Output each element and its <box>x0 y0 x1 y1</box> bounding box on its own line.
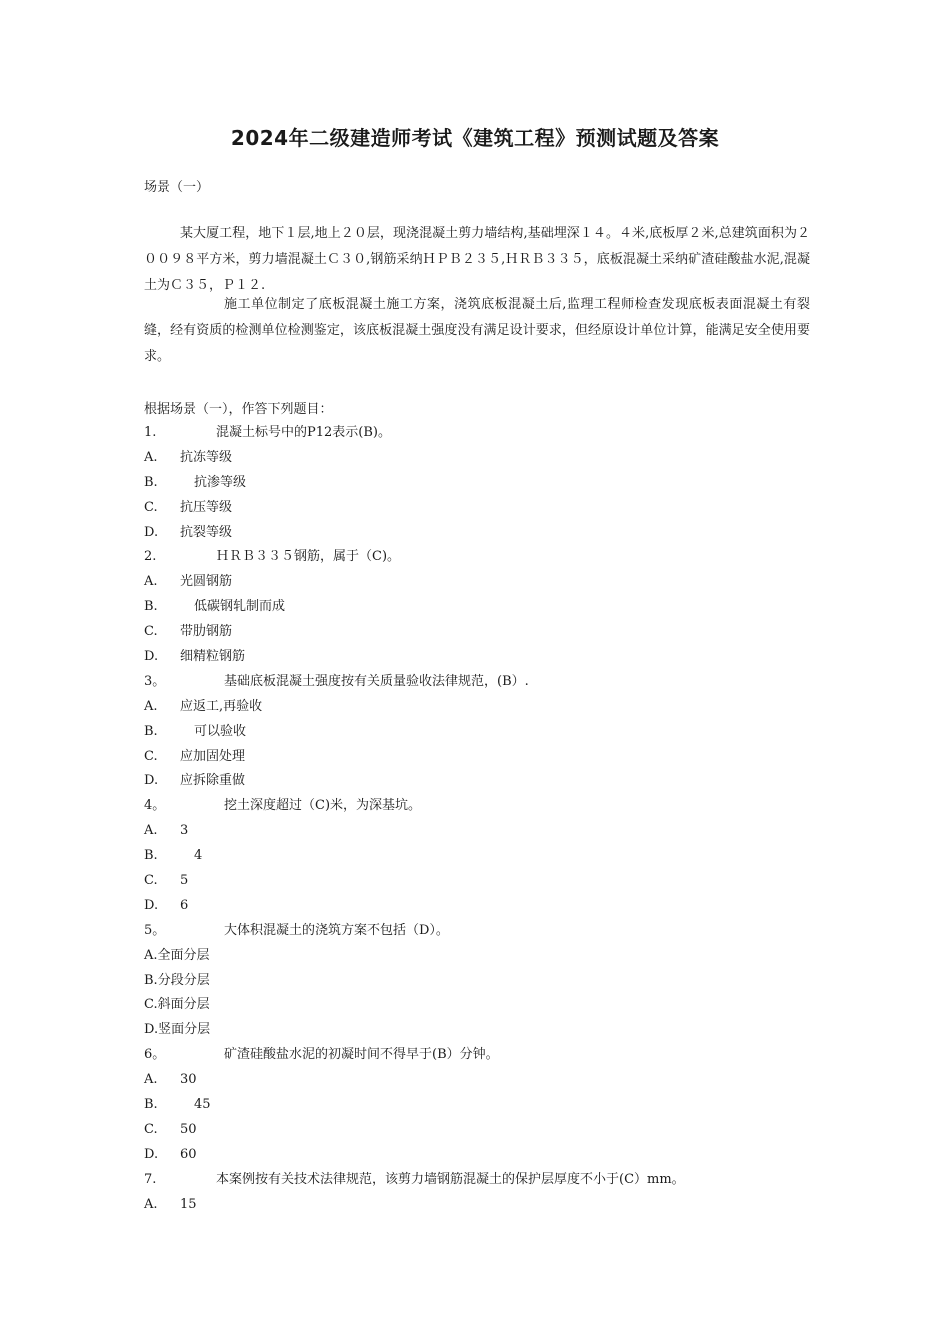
option-a <box>144 944 824 969</box>
question-number: 6。 <box>144 1047 166 1063</box>
question-6 <box>144 1043 824 1068</box>
question-text: 混凝土标号中的P12表示(B)。 <box>216 425 391 440</box>
option-b <box>144 1093 824 1118</box>
option-text: 带肋钢筋 <box>180 624 233 640</box>
question-text: 矿渣硅酸盐水泥的初凝时间不得早于(B）分钟。 <box>224 1047 499 1063</box>
option-text: 抗渗等级 <box>194 474 247 490</box>
question-text: ＨＲＢ３３５钢筋，属于（C)。 <box>216 549 401 565</box>
option-a <box>144 819 824 844</box>
option-letter: A. <box>144 1072 158 1088</box>
question-number: 7. <box>144 1171 157 1187</box>
option-letter: A. <box>144 449 158 465</box>
option-letter: A. <box>144 1196 158 1212</box>
scene-label: 场景（一） <box>144 180 210 195</box>
option-text: 可以验收 <box>194 723 247 739</box>
option-letter: C. <box>144 748 158 764</box>
option-text: 4 <box>194 848 203 864</box>
option-text: 竖面分层 <box>158 1022 211 1038</box>
option-letter: B. <box>144 474 158 490</box>
option-letter: B. <box>144 1097 158 1113</box>
option-a <box>144 1068 824 1093</box>
document-title: 2024年二级建造师考试《建筑工程》预测试题及答案 <box>230 126 720 150</box>
option-letter: D. <box>144 897 159 913</box>
option-d <box>144 1018 824 1043</box>
option-a <box>144 695 824 720</box>
option-b <box>144 595 824 620</box>
question-number: 3。 <box>144 673 166 689</box>
option-letter: A. <box>144 823 158 839</box>
option-text: 抗冻等级 <box>180 449 233 465</box>
option-c <box>144 869 824 894</box>
option-d <box>144 769 824 794</box>
question-text: 本案例按有关技术法律规范，该剪力墙钢筋混凝土的保护层厚度不小于(C）mm。 <box>216 1171 685 1187</box>
option-d <box>144 1143 824 1168</box>
question-text: 挖土深度超过（C)米，为深基坑。 <box>224 798 422 814</box>
option-letter: A. <box>144 947 158 963</box>
option-a <box>144 1193 824 1218</box>
question-number: 2. <box>144 549 157 565</box>
option-text: 45 <box>194 1097 211 1113</box>
option-text: 全面分层 <box>157 947 210 963</box>
option-b <box>144 969 824 994</box>
option-c <box>144 745 824 770</box>
option-text: 应加固处理 <box>180 748 246 764</box>
option-b <box>144 471 824 496</box>
option-letter: C. <box>144 873 158 889</box>
option-text: 5 <box>180 873 189 889</box>
option-text: 应拆除重做 <box>180 773 246 789</box>
option-text: 3 <box>180 823 189 839</box>
question-3 <box>144 670 824 695</box>
option-text: 应返工,再验收 <box>180 698 263 714</box>
option-a <box>144 446 824 471</box>
option-letter: C. <box>144 997 158 1013</box>
option-c <box>144 496 824 521</box>
option-text: 6 <box>180 897 189 913</box>
option-d <box>144 645 824 670</box>
option-text: 光圆钢筋 <box>180 574 233 590</box>
question-text: 基础底板混凝土强度按有关质量验收法律规范，(B）. <box>224 673 529 689</box>
option-letter: C. <box>144 1121 158 1137</box>
option-b <box>144 720 824 745</box>
option-d <box>144 521 824 546</box>
question-prompt: 根据场景（一），作答下列题目： <box>144 402 333 417</box>
option-letter: B. <box>144 599 158 615</box>
question-text: 大体积混凝土的浇筑方案不包括（D）。 <box>224 922 449 938</box>
option-d <box>144 894 824 919</box>
option-letter: D. <box>144 773 159 789</box>
question-7 <box>144 1168 824 1193</box>
option-letter: B. <box>144 848 158 864</box>
option-text: 抗裂等级 <box>180 524 233 540</box>
option-text: 15 <box>180 1196 197 1212</box>
option-text: 50 <box>180 1121 197 1137</box>
question-5 <box>144 919 824 944</box>
question-1 <box>144 421 824 446</box>
question-number: 5。 <box>144 922 166 938</box>
option-text: 分段分层 <box>157 972 210 988</box>
option-text: 细精粒钢筋 <box>180 649 246 665</box>
option-c <box>144 993 824 1018</box>
option-c <box>144 1118 824 1143</box>
question-list <box>144 421 824 1218</box>
option-text: 低碳钢轧制而成 <box>194 599 286 615</box>
scene-paragraph-1: 某大厦工程，地下１层,地上２０层，现浇混凝土剪力墙结构,基础埋深１４。４米,底板厚２米,总建筑面积为２００９８平方米，剪力墙混凝土Ｃ３０,钢筋采纳ＨＰＢ２３５,ＨＲＢ３３５，底板混凝土采纳矿渣硅酸盐水泥,混凝土为Ｃ３５，Ｐ１２. <box>144 226 810 293</box>
option-text: 抗压等级 <box>180 499 233 515</box>
question-4 <box>144 794 824 819</box>
option-text: 30 <box>180 1072 197 1088</box>
option-letter: A. <box>144 574 158 590</box>
option-letter: C. <box>144 624 158 640</box>
option-letter: B. <box>144 972 158 988</box>
option-letter: B. <box>144 723 158 739</box>
option-letter: D. <box>144 649 159 665</box>
option-letter: A. <box>144 698 158 714</box>
option-text: 斜面分层 <box>157 997 210 1013</box>
option-letter: D. <box>144 524 159 540</box>
option-b <box>144 844 824 869</box>
question-2 <box>144 545 824 570</box>
option-text: 60 <box>180 1146 197 1162</box>
option-a <box>144 570 824 595</box>
scene-paragraph-2: 施工单位制定了底板混凝土施工方案，浇筑底板混凝土后,监理工程师检查发现底板表面混凝土有裂缝，经有资质的检测单位检测鉴定，该底板混凝土强度没有满足设计要求，但经原设计单位计算，能满足安全使用要求。 <box>144 297 810 364</box>
question-number: 4。 <box>144 798 166 814</box>
option-c <box>144 620 824 645</box>
question-number: 1. <box>144 425 157 440</box>
option-letter: D. <box>144 1146 159 1162</box>
option-letter: C. <box>144 499 158 515</box>
option-letter: D. <box>144 1022 159 1038</box>
